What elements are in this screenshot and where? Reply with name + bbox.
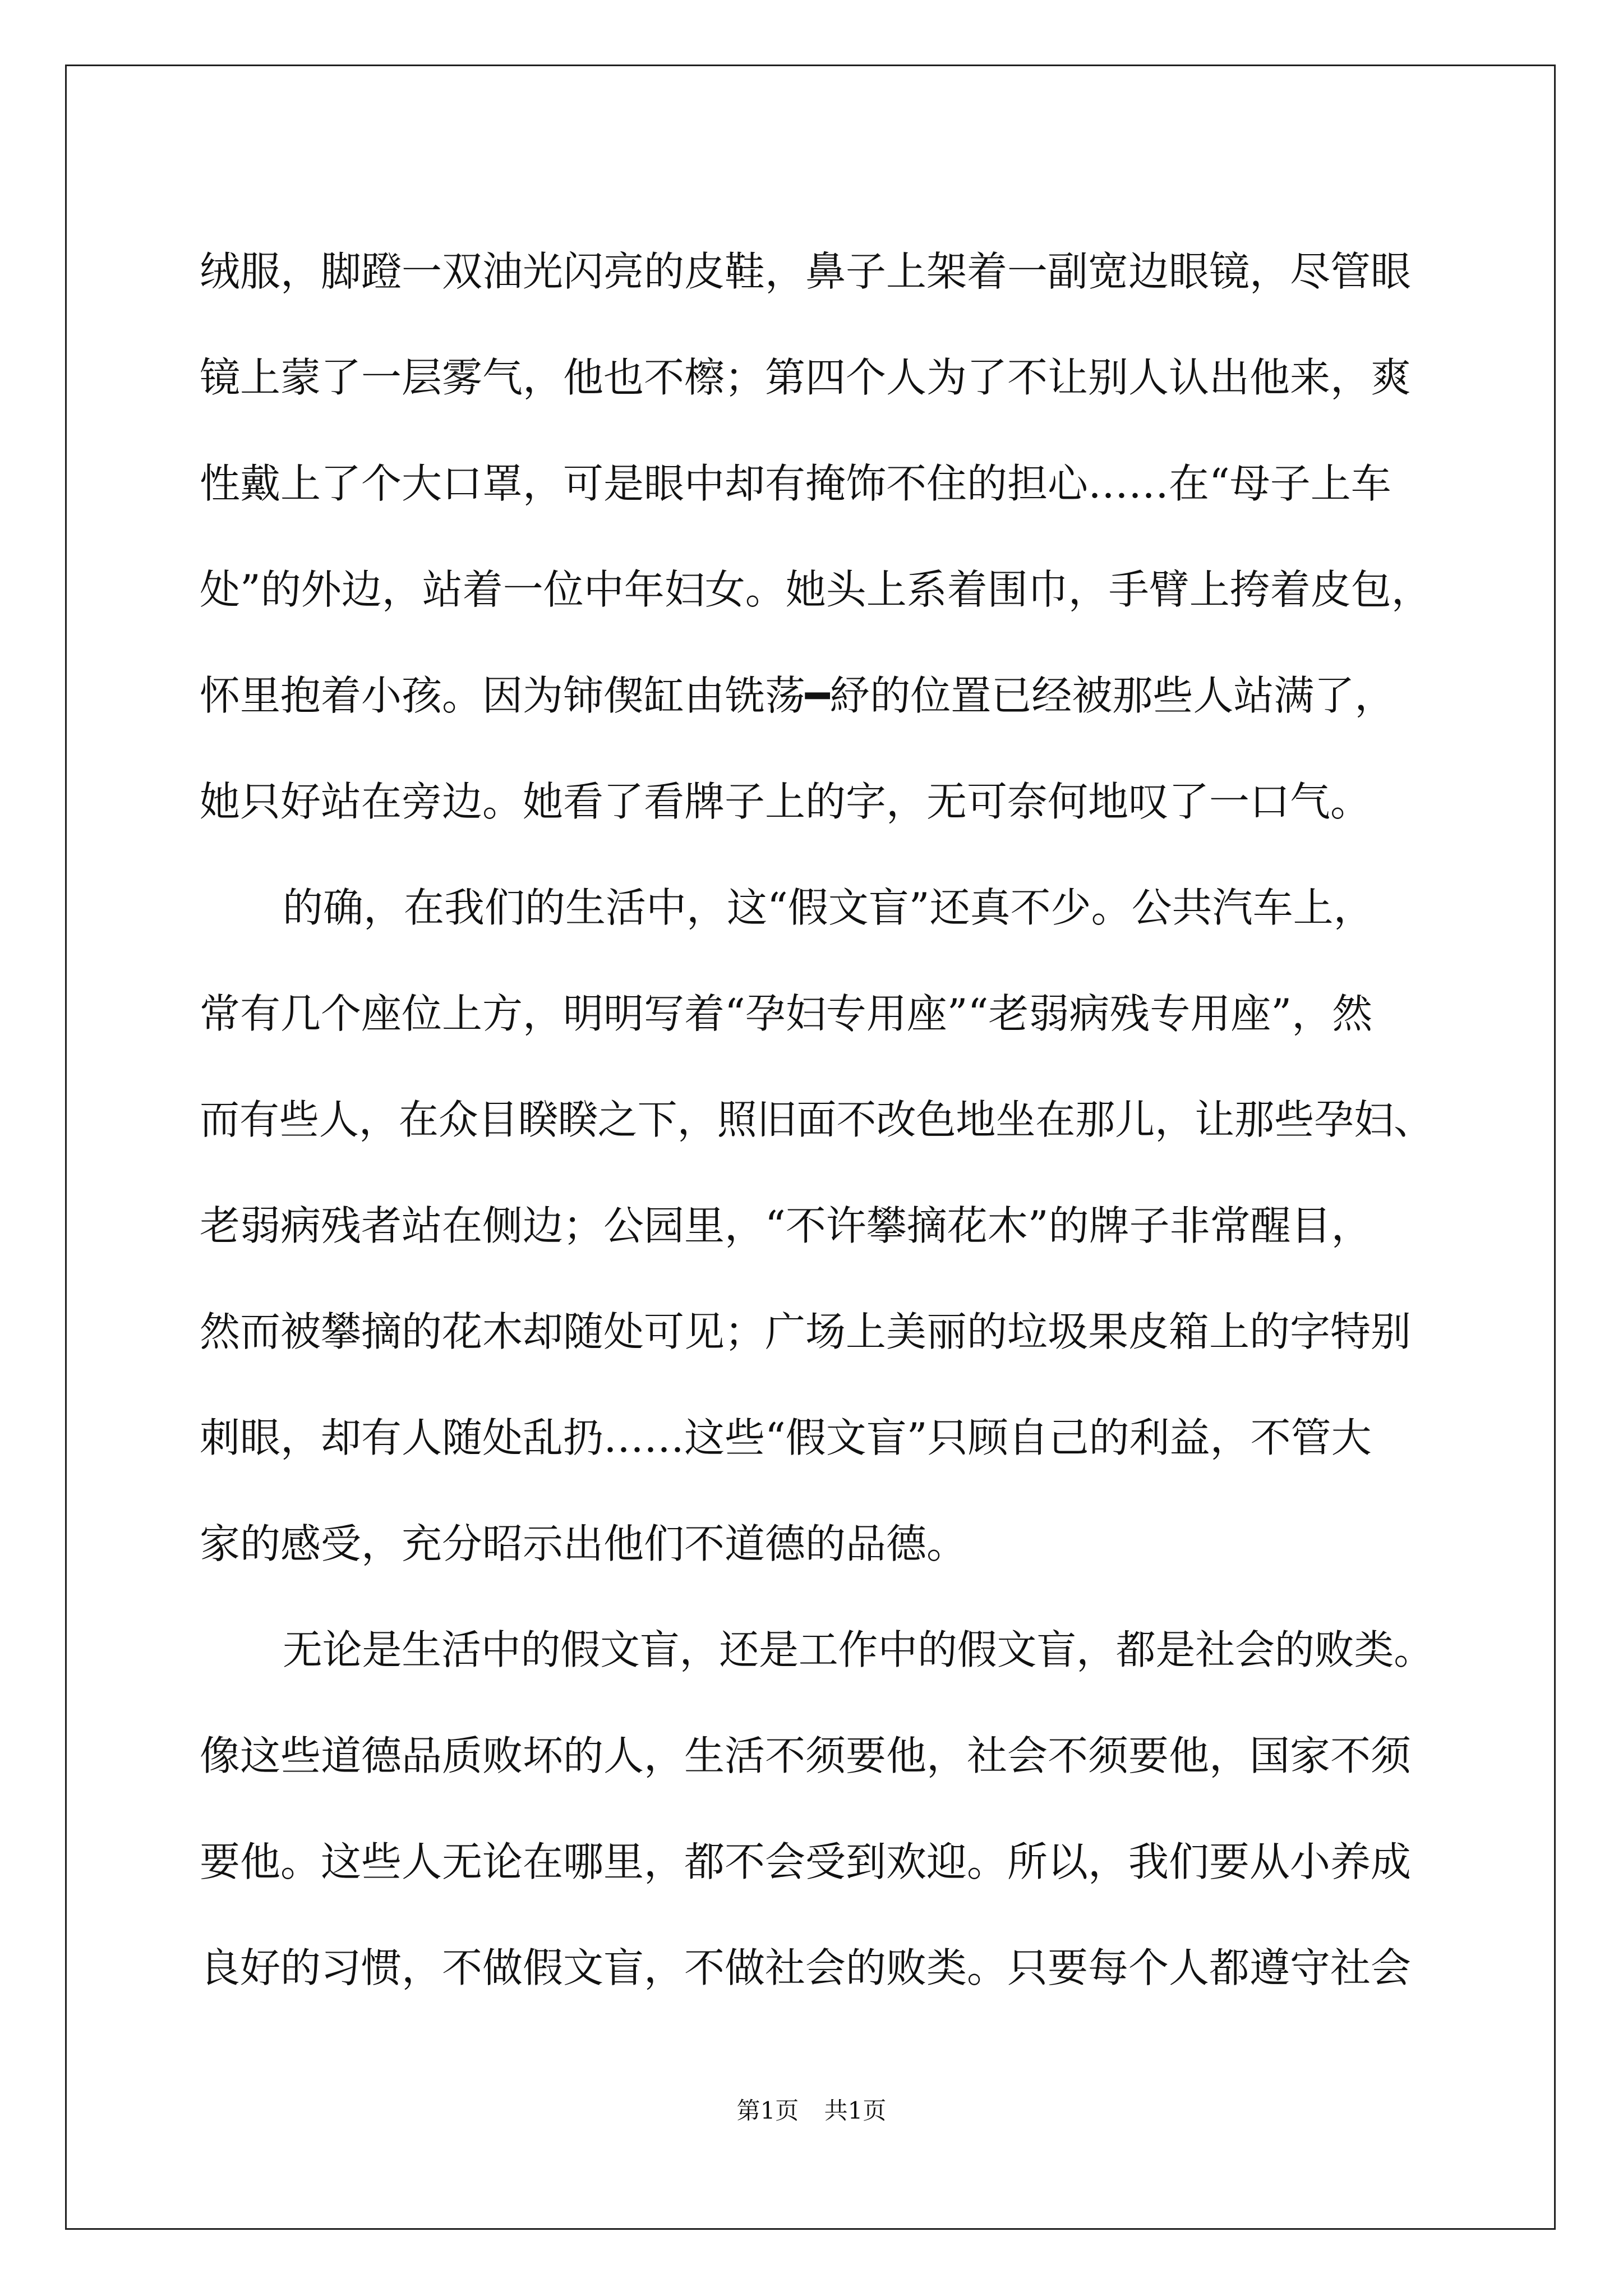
page-number-total: 共1页 [824, 2097, 887, 2124]
line-text: 然而被攀摘的花木却随处可见；广场上美丽的垃圾果皮箱上的字特别 [200, 1308, 1412, 1355]
line-text: 刺眼，却有人随处乱扔……这些“假文盲”只顾自己的利益，不管大 [200, 1414, 1372, 1461]
line-text: 她只好站在旁边。她看了看牌子上的字，无可奈何地叹了一口气。 [200, 778, 1371, 825]
text-line [200, 1173, 1433, 1279]
line-text: 镜上蒙了一层雾气，他也不檫；第四个人为了不让别人认出他来，爽 [200, 354, 1412, 401]
text-line [200, 1491, 1433, 1597]
line-text: 怀里抱着小孩。因为铈偰缸由铣荡━紓的位置已经被那些人站满了， [200, 672, 1395, 719]
paragraph-first-line [200, 855, 1433, 961]
text-line [200, 643, 1433, 749]
document-body [200, 219, 1433, 2021]
line-text: 处”的外边，站着一位中年妇女。她头上系着围巾，手臂上挎着皮包， [200, 566, 1432, 613]
text-line [200, 1809, 1433, 1915]
line-text: 性戴上了个大口罩，可是眼中却有掩饰不住的担心……在“母子上车 [200, 460, 1391, 507]
page-number-current: 第1页 [736, 2097, 799, 2124]
line-text: 要他。这些人无论在哪里，都不会受到欢迎。所以，我们要从小养成 [200, 1838, 1412, 1885]
line-text: 绒服，脚蹬一双油光闪亮的皮鞋，鼻子上架着一副宽边眼镜，尽管眼 [200, 248, 1412, 295]
line-text: 常有几个座位上方，明明写着“孕妇专用座”“老弱病残专用座”，然 [200, 990, 1373, 1037]
line-text: 老弱病残者站在侧边；公园里，“不许攀摘花木”的牌子非常醒目， [200, 1202, 1372, 1249]
text-line [200, 219, 1433, 325]
line-text: 家的感受，充分昭示出他们不道德的品德。 [200, 1520, 967, 1567]
text-line [200, 1385, 1433, 1491]
text-line [200, 537, 1433, 643]
page-footer [0, 2092, 1623, 2126]
line-text: 无论是生活中的假文盲，还是工作中的假文盲，都是社会的败类。 [283, 1626, 1433, 1673]
text-line [200, 431, 1433, 537]
text-line [200, 1279, 1433, 1385]
paragraph-first-line [200, 1597, 1433, 1703]
text-line [200, 749, 1433, 855]
text-line [200, 1703, 1433, 1809]
line-text: 良好的习惯，不做假文盲，不做社会的败类。只要每个人都遵守社会 [200, 1944, 1412, 1991]
line-text: 的确，在我们的生活中，这“假文盲”还真不少。公共汽车上， [283, 884, 1374, 931]
text-line [200, 1067, 1433, 1173]
text-line [200, 961, 1433, 1067]
line-text: 而有些人，在众目睽睽之下，照旧面不改色地坐在那儿，让那些孕妇、 [200, 1096, 1433, 1143]
line-text: 像这些道德品质败坏的人，生活不须要他，社会不须要他，国家不须 [200, 1732, 1412, 1779]
text-line [200, 1915, 1433, 2021]
text-line [200, 325, 1433, 431]
